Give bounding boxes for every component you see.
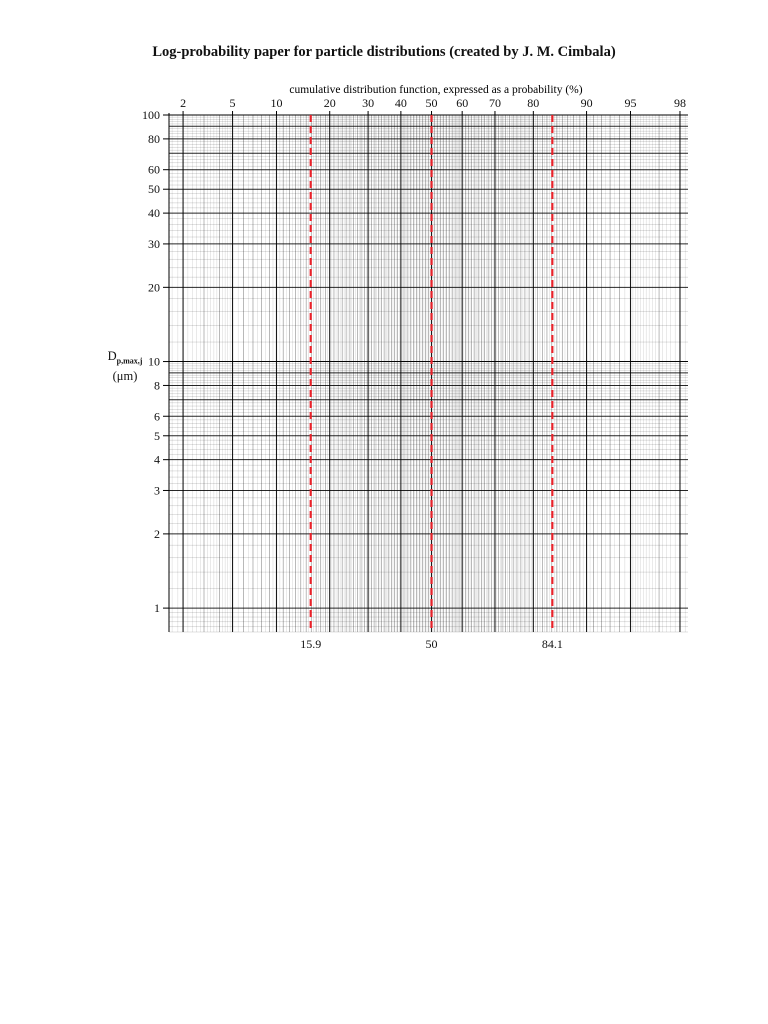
x-tick-label: 10: [270, 96, 283, 110]
x-tick-label: 30: [362, 96, 375, 110]
y-tick-label: 60: [148, 162, 160, 177]
x-tick-label: 60: [456, 96, 469, 110]
y-tick-label: 4: [154, 452, 160, 467]
y-axis-title-symbol: D: [107, 349, 117, 363]
y-tick-label: 8: [154, 378, 160, 393]
y-tick-label: 100: [142, 108, 160, 122]
y-axis-title-subscript: p,max,j: [116, 356, 143, 366]
x-tick-label: 50: [425, 96, 438, 110]
x-axis-title: cumulative distribution function, expressed as a probability (%): [289, 84, 583, 96]
y-tick-label: 2: [154, 526, 160, 541]
y-tick-label: 40: [148, 206, 160, 221]
axis-ticks: [142, 96, 686, 651]
grid: [169, 113, 688, 632]
x-tick-label: 98: [674, 96, 686, 110]
x-tick-label: 90: [580, 96, 593, 110]
y-tick-label: 1: [154, 601, 160, 616]
page-title: Log-probability paper for particle distributions (created by J. M. Cimbala): [152, 44, 616, 60]
y-tick-label: 30: [148, 236, 160, 251]
reference-line-label: 50: [425, 637, 438, 651]
x-tick-label: 70: [489, 96, 501, 110]
y-tick-label: 20: [148, 280, 160, 295]
y-tick-label: 50: [148, 182, 160, 197]
y-tick-label: 80: [148, 131, 160, 146]
reference-line-label: 84.1: [541, 637, 563, 651]
x-tick-label: 80: [527, 96, 540, 110]
y-axis-title-unit: (μm): [112, 368, 138, 383]
x-tick-label: 5: [229, 96, 236, 110]
x-tick-label: 95: [624, 96, 637, 110]
y-tick-label: 10: [148, 354, 160, 369]
x-tick-label: 2: [180, 96, 187, 110]
y-axis-title: [100, 349, 150, 383]
reference-line-label: 15.9: [300, 637, 322, 651]
x-tick-label: 20: [323, 96, 336, 110]
y-tick-label: 3: [154, 483, 160, 498]
x-tick-label: 40: [394, 96, 407, 110]
y-tick-label: 5: [154, 428, 160, 443]
y-tick-label: 6: [154, 409, 160, 424]
